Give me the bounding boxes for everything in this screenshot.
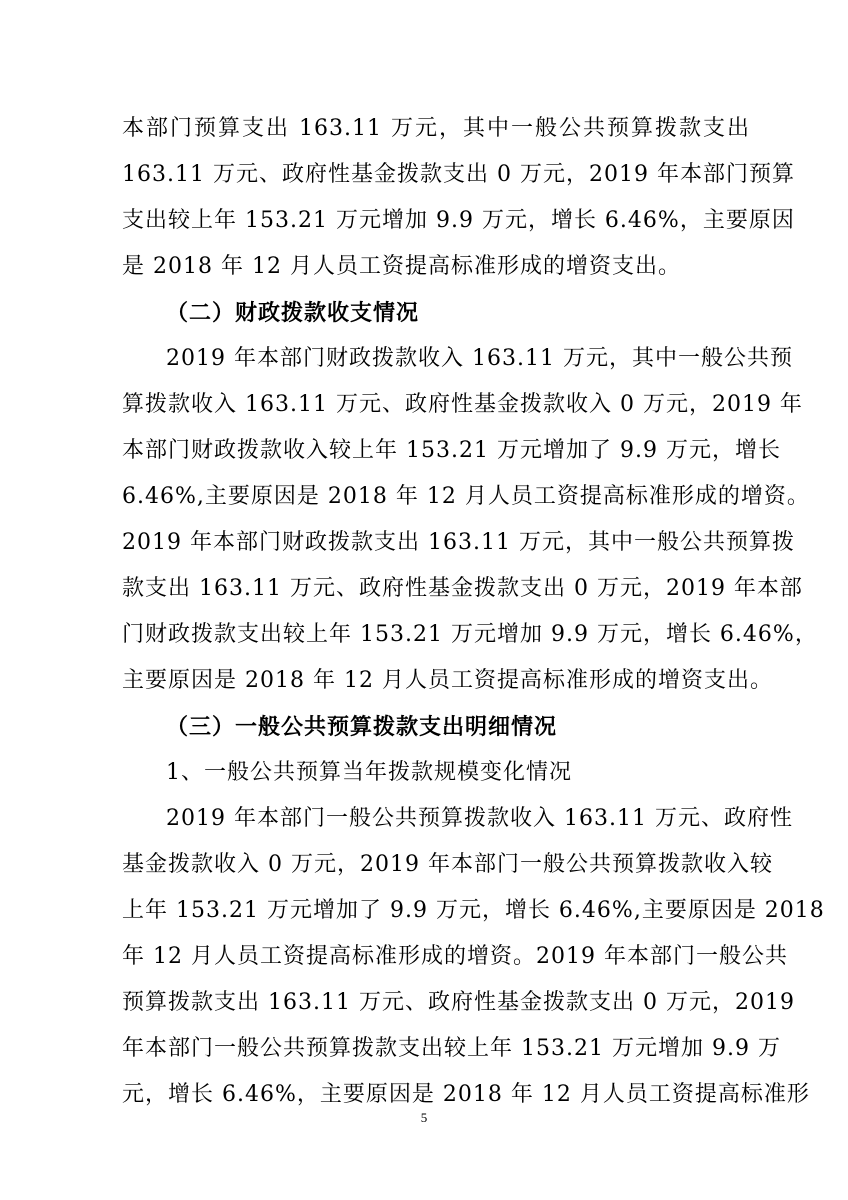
subsection-heading-1: 1、一般公共预算当年拨款规模变化情况 bbox=[166, 760, 572, 785]
paragraph-line: 2019 年本部门一般公共预算拨款收入 163.11 万元、政府性 bbox=[166, 806, 793, 831]
section-heading-3: （三）一般公共预算拨款支出明细情况 bbox=[166, 714, 558, 740]
paragraph-line: 款支出 163.11 万元、政府性基金拨款支出 0 万元，2019 年本部 bbox=[122, 576, 803, 601]
paragraph-line: 上年 153.21 万元增加了 9.9 万元，增长 6.46%,主要原因是 2018 bbox=[122, 898, 825, 923]
section-heading-2: （二）财政拨款收支情况 bbox=[166, 300, 420, 326]
paragraph-line: 算拨款收入 163.11 万元、政府性基金拨款收入 0 万元，2019 年 bbox=[122, 392, 803, 417]
paragraph-line: 6.46%,主要原因是 2018 年 12 月人员工资提高标准形成的增资。 bbox=[122, 484, 810, 509]
paragraph-line: 预算拨款支出 163.11 万元、政府性基金拨款支出 0 万元，2019 bbox=[122, 990, 795, 1015]
page-number: 5 bbox=[420, 1110, 428, 1125]
paragraph-line: 本部门财政拨款收入较上年 153.21 万元增加了 9.9 万元，增长 bbox=[122, 438, 781, 463]
paragraph-line: 门财政拨款支出较上年 153.21 万元增加 9.9 万元，增长 6.46%， bbox=[122, 622, 818, 647]
paragraph-line: 年本部门一般公共预算拨款支出较上年 153.21 万元增加 9.9 万 bbox=[122, 1036, 781, 1061]
paragraph-line: 主要原因是 2018 年 12 月人员工资提高标准形成的增资支出。 bbox=[122, 668, 773, 693]
paragraph-line: 2019 年本部门财政拨款收入 163.11 万元，其中一般公共预 bbox=[166, 346, 793, 371]
paragraph-line: 基金拨款收入 0 万元，2019 年本部门一般公共预算拨款收入较 bbox=[122, 852, 773, 877]
paragraph-line: 支出较上年 153.21 万元增加 9.9 万元，增长 6.46%，主要原因 bbox=[122, 208, 795, 233]
paragraph-line: 2019 年本部门财政拨款支出 163.11 万元，其中一般公共预算拨 bbox=[122, 530, 795, 555]
paragraph-line: 本部门预算支出 163.11 万元，其中一般公共预算拨款支出 bbox=[122, 116, 750, 141]
paragraph-line: 元，增长 6.46%，主要原因是 2018 年 12 月人员工资提高标准形 bbox=[122, 1082, 810, 1107]
paragraph-line: 是 2018 年 12 月人员工资提高标准形成的增资支出。 bbox=[122, 254, 681, 279]
paragraph-line: 163.11 万元、政府性基金拨款支出 0 万元，2019 年本部门预算 bbox=[122, 162, 795, 187]
document-body bbox=[122, 106, 825, 1118]
paragraph-line: 年 12 月人员工资提高标准形成的增资。2019 年本部门一般公共 bbox=[122, 944, 788, 969]
